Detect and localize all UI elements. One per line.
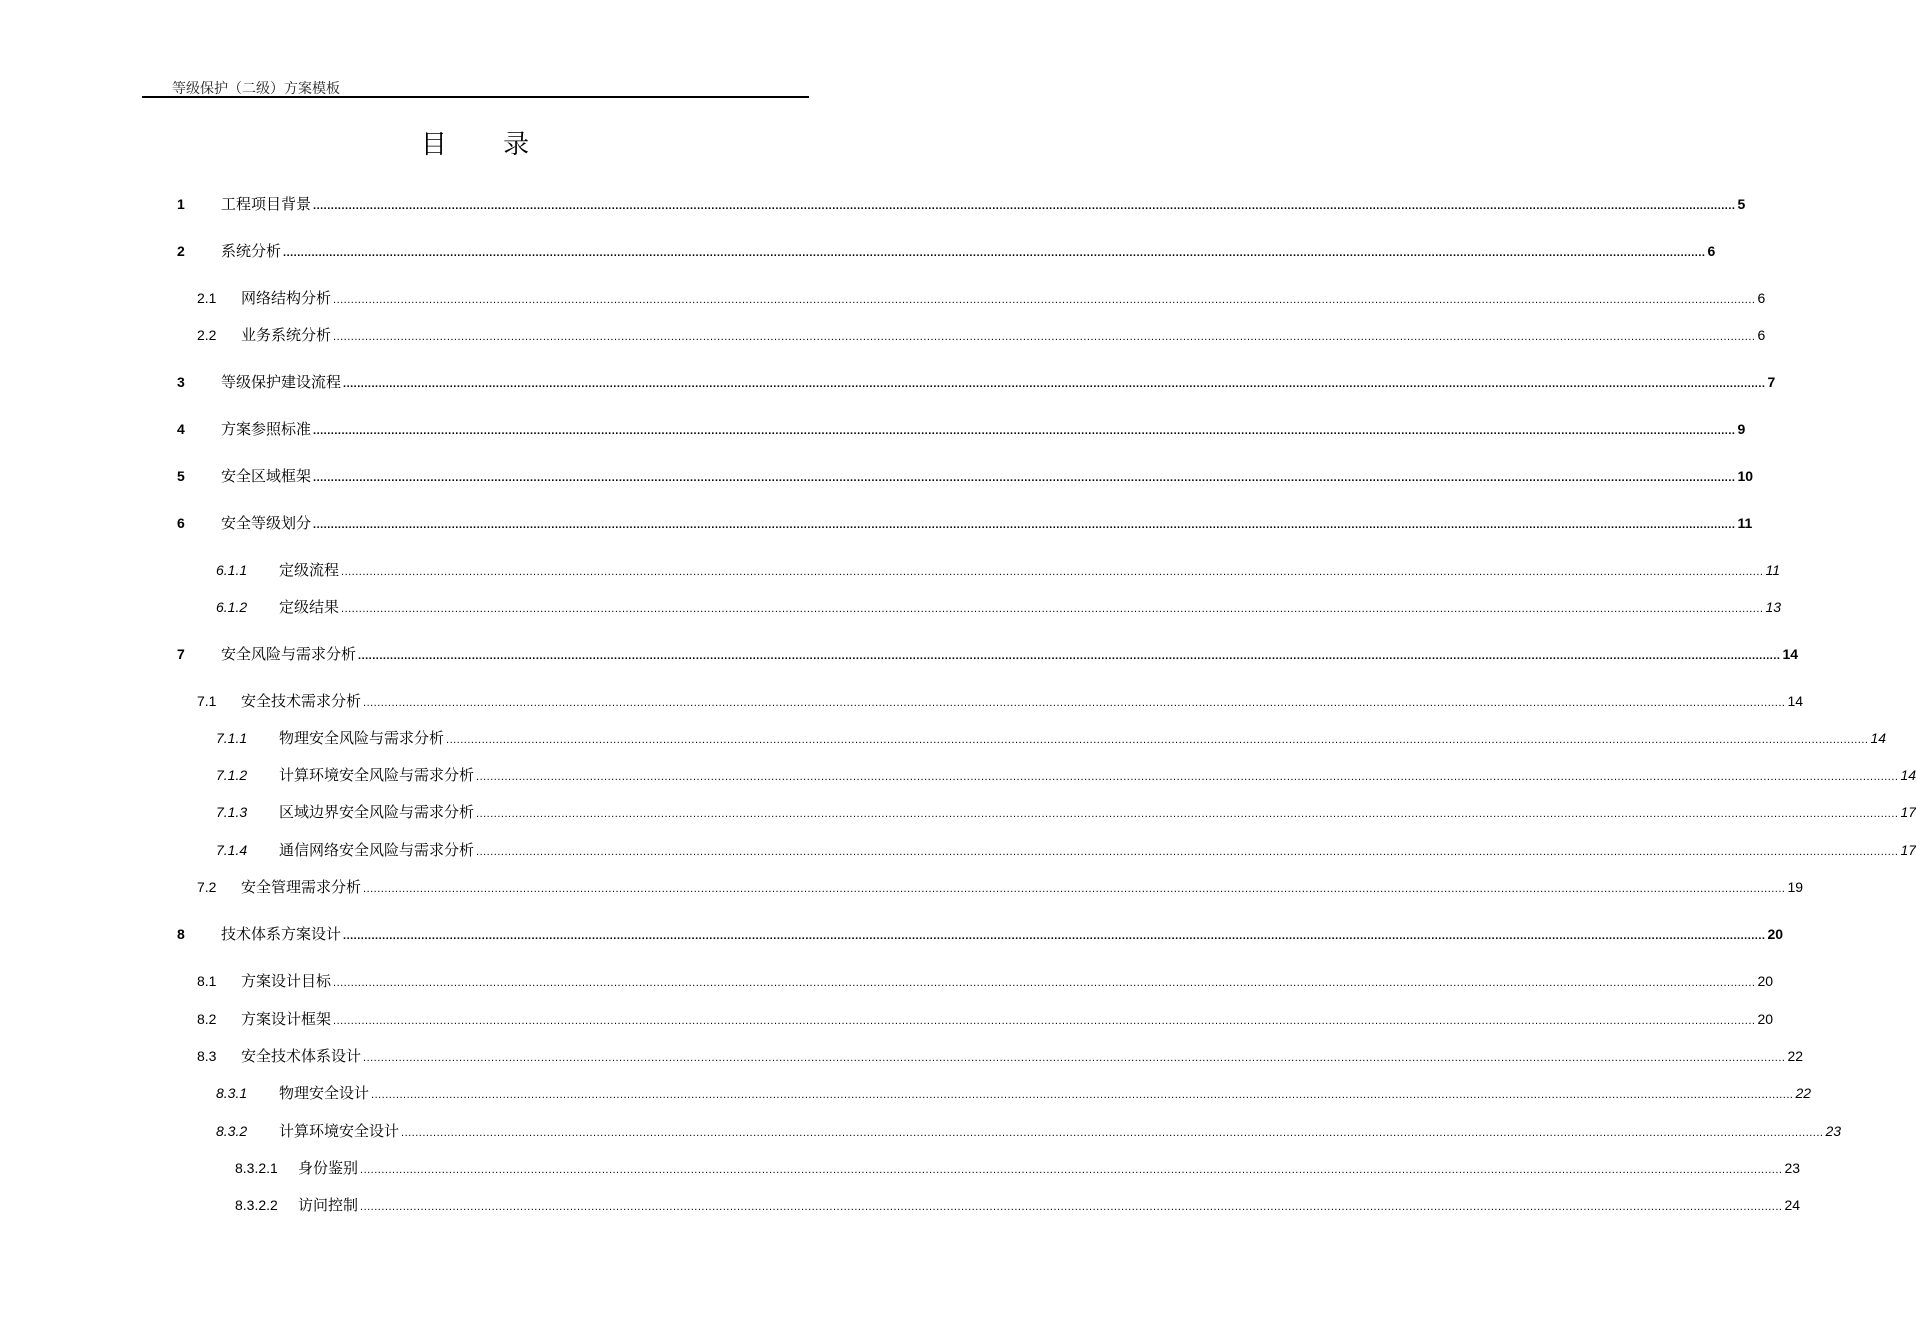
toc-entry-number: 2.2	[197, 327, 217, 343]
toc-entry-page: 9	[1737, 421, 1746, 437]
toc-entry-page: 14	[1870, 730, 1887, 746]
toc-entry[interactable]	[216, 727, 1887, 749]
toc-entry[interactable]	[216, 1120, 1842, 1142]
toc-entry-page: 17	[1900, 842, 1916, 858]
toc-entry-page: 22	[1795, 1085, 1812, 1101]
toc-entry-page: 14	[1782, 646, 1799, 662]
toc-entry-number: 8.3.2	[216, 1123, 248, 1139]
toc-entry-number: 7.2	[197, 879, 217, 895]
toc-entry-page: 7	[1767, 374, 1776, 390]
toc-dot-leader: ................................................................................................................................................................................................................................................................................................................................................................................................................	[283, 247, 1706, 259]
toc-entry-page: 23	[1784, 1160, 1801, 1176]
toc-entry-page: 6	[1757, 290, 1766, 306]
toc-entry-number: 8.1	[197, 973, 217, 989]
toc-entry-number: 4	[177, 421, 185, 437]
toc-dot-leader: ................................................................................................................................................................................................................................................................................................................................................................................................................	[363, 697, 1786, 709]
toc-entry[interactable]	[177, 418, 1746, 440]
toc-entry[interactable]	[197, 287, 1766, 309]
toc-entry-number: 7.1.3	[216, 804, 248, 820]
toc-entry-number: 8.3.1	[216, 1085, 248, 1101]
toc-entry-number: 6.1.1	[216, 562, 248, 578]
toc-entry[interactable]	[177, 643, 1799, 665]
toc-entry[interactable]	[235, 1194, 1801, 1216]
toc-dot-leader: ................................................................................................................................................................................................................................................................................................................................................................................................................	[343, 930, 1766, 942]
toc-dot-leader: ................................................................................................................................................................................................................................................................................................................................................................................................................	[371, 1089, 1794, 1101]
toc-entry-title: 访问控制	[298, 1196, 359, 1214]
toc-entry-title: 定级结果	[279, 598, 340, 616]
toc-entry[interactable]	[177, 240, 1716, 262]
toc-entry-number: 1	[177, 196, 185, 212]
toc-dot-leader: ................................................................................................................................................................................................................................................................................................................................................................................................................	[401, 1127, 1824, 1139]
toc-entry[interactable]	[177, 512, 1753, 534]
toc-dot-leader: ................................................................................................................................................................................................................................................................................................................................................................................................................	[476, 846, 1899, 858]
toc-entry-title: 物理安全设计	[279, 1084, 370, 1102]
toc-entry-number: 8.3.2.1	[235, 1160, 278, 1176]
toc-entry-page: 20	[1757, 1011, 1774, 1027]
toc-dot-leader: ................................................................................................................................................................................................................................................................................................................................................................................................................	[358, 650, 1781, 662]
toc-entry-title: 安全管理需求分析	[241, 878, 362, 896]
toc-dot-leader: ................................................................................................................................................................................................................................................................................................................................................................................................................	[333, 1015, 1756, 1027]
toc-entry-number: 3	[177, 374, 185, 390]
toc-entry-page: 14	[1787, 693, 1804, 709]
toc-entry-number: 6.1.2	[216, 599, 248, 615]
toc-dot-leader: ................................................................................................................................................................................................................................................................................................................................................................................................................	[363, 883, 1786, 895]
toc-entry-title: 工程项目背景	[221, 195, 312, 213]
toc-entry-title: 安全技术体系设计	[241, 1047, 362, 1065]
toc-entry[interactable]	[216, 839, 1916, 861]
toc-entry-title: 定级流程	[279, 561, 340, 579]
toc-dot-leader: ................................................................................................................................................................................................................................................................................................................................................................................................................	[333, 294, 1756, 306]
toc-entry[interactable]	[177, 923, 1784, 945]
toc-entry[interactable]	[216, 764, 1916, 786]
toc-entry-number: 8.3.2.2	[235, 1197, 278, 1213]
toc-entry-number: 7.1.4	[216, 842, 248, 858]
toc-entry-title: 计算环境安全风险与需求分析	[279, 766, 475, 784]
toc-dot-leader: ................................................................................................................................................................................................................................................................................................................................................................................................................	[313, 425, 1736, 437]
toc-dot-leader: ................................................................................................................................................................................................................................................................................................................................................................................................................	[341, 603, 1764, 615]
toc-entry-number: 7.1.2	[216, 767, 248, 783]
toc-entry[interactable]	[197, 1008, 1774, 1030]
toc-entry-title: 等级保护建设流程	[221, 373, 342, 391]
toc-entry-number: 2.1	[197, 290, 217, 306]
toc-entry[interactable]	[177, 193, 1746, 215]
toc-entry-number: 7	[177, 646, 185, 662]
toc-entry-page: 14	[1900, 767, 1916, 783]
toc-entry-number: 7.1	[197, 693, 217, 709]
toc-entry-title: 物理安全风险与需求分析	[279, 729, 445, 747]
toc-entry[interactable]	[235, 1157, 1801, 1179]
toc-dot-leader: ................................................................................................................................................................................................................................................................................................................................................................................................................	[476, 808, 1899, 820]
toc-dot-leader: ................................................................................................................................................................................................................................................................................................................................................................................................................	[333, 331, 1756, 343]
toc-entry[interactable]	[177, 465, 1754, 487]
toc-entry-page: 22	[1787, 1048, 1804, 1064]
toc-entry-page: 13	[1765, 599, 1782, 615]
toc-entry-number: 7.1.1	[216, 730, 248, 746]
toc-dot-leader: ................................................................................................................................................................................................................................................................................................................................................................................................................	[341, 566, 1764, 578]
toc-entry-title: 计算环境安全设计	[279, 1122, 400, 1140]
toc-entry-title: 安全区域框架	[221, 467, 312, 485]
toc-entry[interactable]	[216, 559, 1781, 581]
toc-entry-title: 方案设计目标	[241, 972, 332, 990]
toc-dot-leader: ................................................................................................................................................................................................................................................................................................................................................................................................................	[343, 378, 1766, 390]
toc-entry[interactable]	[216, 801, 1916, 823]
toc-dot-leader: ................................................................................................................................................................................................................................................................................................................................................................................................................	[360, 1201, 1783, 1213]
toc-entry-number: 8.2	[197, 1011, 217, 1027]
toc-entry-page: 6	[1757, 327, 1766, 343]
toc-title: 目 录	[420, 130, 554, 160]
toc-entry-title: 安全风险与需求分析	[221, 645, 357, 663]
toc-entry-page: 19	[1787, 879, 1804, 895]
toc-dot-leader: ................................................................................................................................................................................................................................................................................................................................................................................................................	[313, 200, 1736, 212]
toc-entry-page: 20	[1767, 926, 1784, 942]
toc-entry[interactable]	[216, 596, 1782, 618]
toc-entry-page: 10	[1737, 468, 1754, 484]
toc-dot-leader: ................................................................................................................................................................................................................................................................................................................................................................................................................	[446, 734, 1869, 746]
toc-entry-title: 身份鉴别	[298, 1159, 359, 1177]
toc-dot-leader: ................................................................................................................................................................................................................................................................................................................................................................................................................	[360, 1164, 1783, 1176]
toc-entry-page: 5	[1737, 196, 1746, 212]
toc-entry-number: 2	[177, 243, 185, 259]
toc-entry-title: 系统分析	[221, 242, 282, 260]
toc-entry-page: 20	[1757, 973, 1774, 989]
toc-entry-title: 通信网络安全风险与需求分析	[279, 841, 475, 859]
toc-dot-leader: ................................................................................................................................................................................................................................................................................................................................................................................................................	[333, 977, 1756, 989]
toc-dot-leader: ................................................................................................................................................................................................................................................................................................................................................................................................................	[476, 771, 1899, 783]
toc-entry-title: 网络结构分析	[241, 289, 332, 307]
toc-entry[interactable]	[197, 876, 1804, 898]
toc-entry-page: 11	[1737, 515, 1753, 531]
toc-entry-number: 6	[177, 515, 185, 531]
toc-dot-leader: ................................................................................................................................................................................................................................................................................................................................................................................................................	[363, 1052, 1786, 1064]
toc-dot-leader: ................................................................................................................................................................................................................................................................................................................................................................................................................	[313, 519, 1736, 531]
toc-entry[interactable]	[197, 324, 1766, 346]
toc-entry-title: 方案参照标准	[221, 420, 312, 438]
toc-entry[interactable]	[197, 1045, 1804, 1067]
toc-entry-title: 方案设计框架	[241, 1010, 332, 1028]
toc-entry-title: 业务系统分析	[241, 326, 332, 344]
toc-dot-leader: ................................................................................................................................................................................................................................................................................................................................................................................................................	[313, 472, 1736, 484]
toc-entry[interactable]	[197, 690, 1804, 712]
toc-entry-page: 23	[1825, 1123, 1842, 1139]
toc-entry[interactable]	[216, 1082, 1812, 1104]
toc-entry-page: 6	[1707, 243, 1716, 259]
toc-entry-number: 8	[177, 926, 185, 942]
toc-entry-page: 11	[1765, 562, 1781, 578]
header-rule	[142, 96, 809, 98]
toc-entry-title: 安全技术需求分析	[241, 692, 362, 710]
toc-entry-page: 24	[1784, 1197, 1801, 1213]
toc-entry-page: 17	[1900, 804, 1916, 820]
toc-entry-title: 技术体系方案设计	[221, 925, 342, 943]
toc-entry[interactable]	[197, 970, 1774, 992]
toc-entry[interactable]	[177, 371, 1776, 393]
toc-entry-number: 8.3	[197, 1048, 217, 1064]
running-header: 等级保护（二级）方案模板	[172, 81, 340, 97]
toc-entry-title: 区域边界安全风险与需求分析	[279, 803, 475, 821]
toc-entry-number: 5	[177, 468, 185, 484]
toc-entry-title: 安全等级划分	[221, 514, 312, 532]
